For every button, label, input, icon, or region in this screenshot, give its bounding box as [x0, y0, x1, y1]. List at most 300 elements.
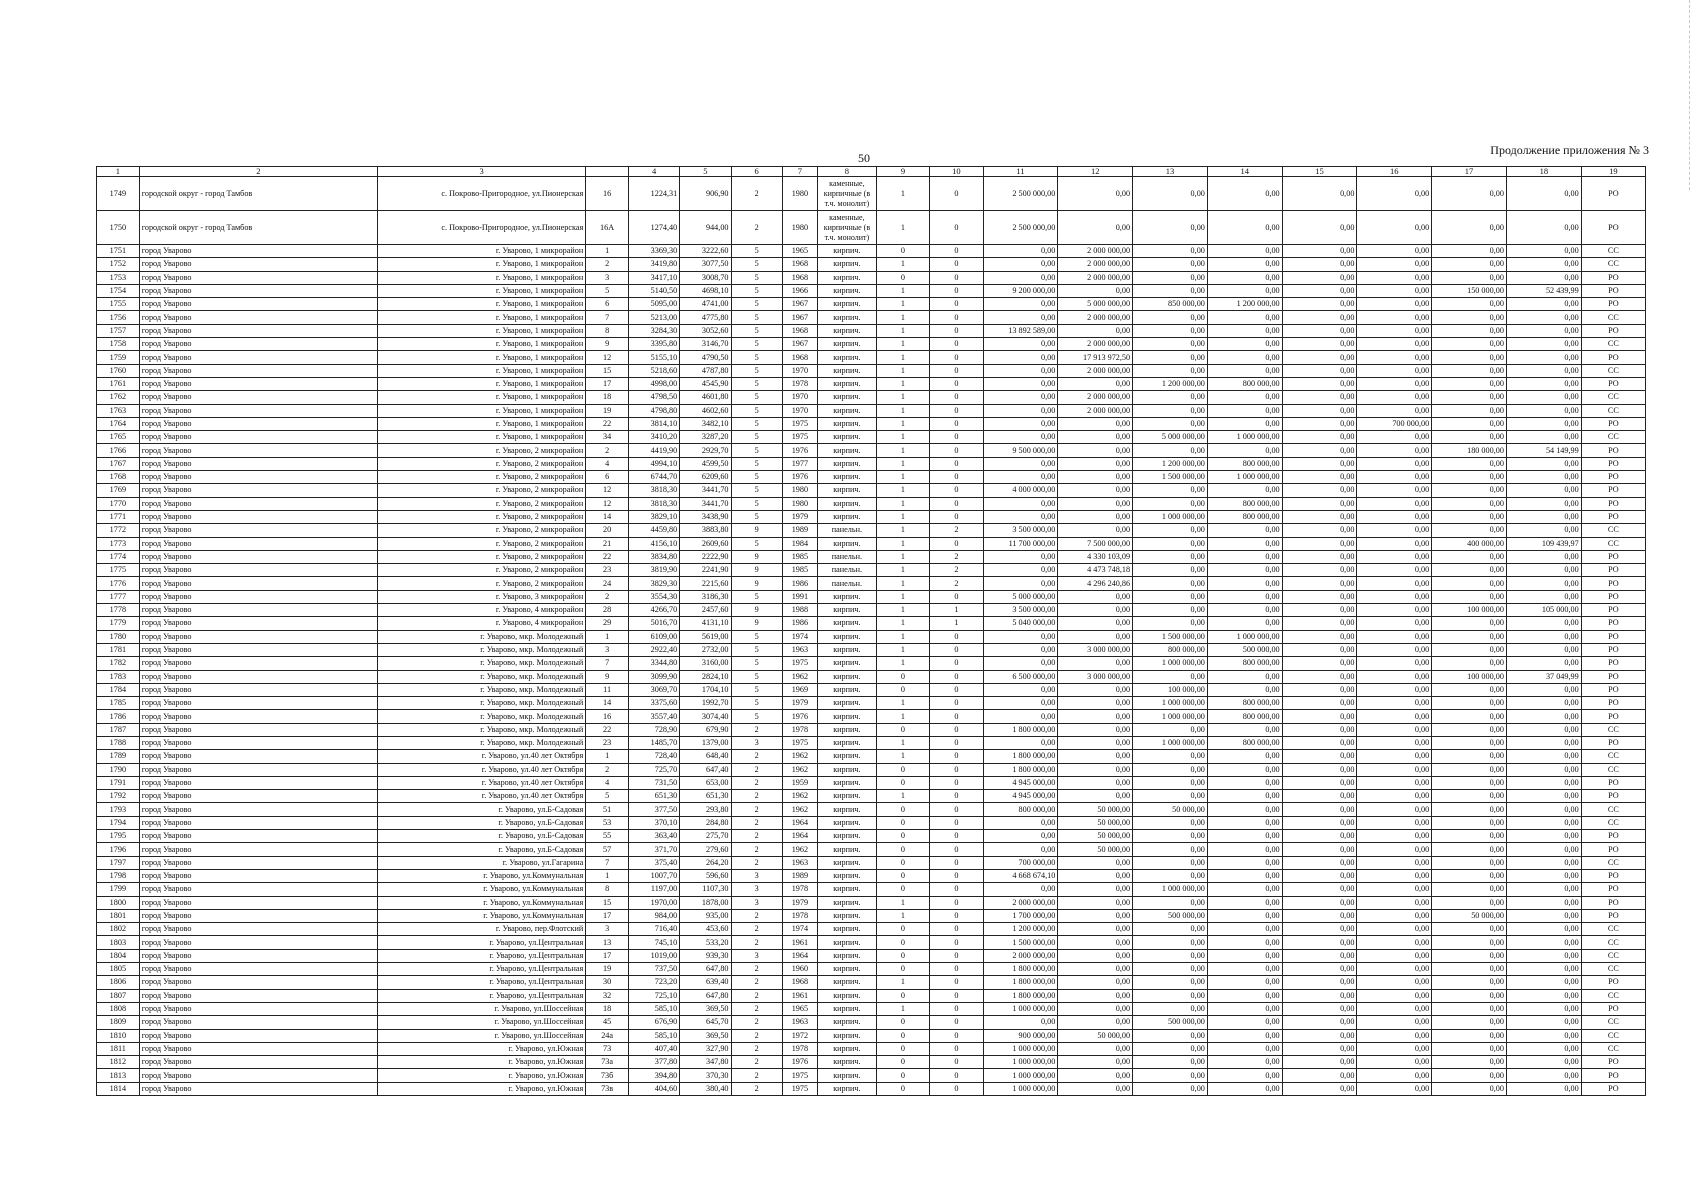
- table-cell: 57: [586, 843, 629, 856]
- table-cell: 0,00: [1282, 683, 1357, 696]
- table-cell: г. Уварово, ул.40 лет Октября: [377, 776, 585, 789]
- table-cell: 1776: [97, 577, 140, 590]
- table-cell: город Уварово: [139, 1069, 377, 1082]
- table-cell: 0,00: [1133, 245, 1208, 258]
- table-cell: 0,00: [1133, 896, 1208, 909]
- column-number: 15: [1282, 167, 1357, 177]
- table-cell: 0,00: [1506, 1069, 1581, 1082]
- table-cell: 1: [876, 524, 929, 537]
- table-cell: 1 500 000,00: [1133, 471, 1208, 484]
- table-cell: 0,00: [1432, 883, 1507, 896]
- table-cell: 0,00: [1207, 949, 1282, 962]
- table-cell: 0,00: [1207, 1029, 1282, 1042]
- table-cell: 4775,80: [680, 311, 731, 324]
- table-cell: 1770: [97, 497, 140, 510]
- table-cell: г. Уварово, 1 микрорайон: [377, 298, 585, 311]
- table-cell: 0,00: [1432, 471, 1507, 484]
- table-cell: 0,00: [983, 736, 1058, 749]
- table-cell: 0,00: [1207, 976, 1282, 989]
- table-cell: 0,00: [1506, 471, 1581, 484]
- table-row: [97, 976, 1646, 989]
- table-cell: 5619,00: [680, 630, 731, 643]
- table-cell: г. Уварово, ул.Коммунальная: [377, 883, 585, 896]
- table-cell: город Уварово: [139, 524, 377, 537]
- table-cell: 0: [930, 856, 983, 869]
- table-cell: 0,00: [1133, 1069, 1208, 1082]
- table-cell: 0,00: [1282, 697, 1357, 710]
- table-cell: 407,40: [628, 1042, 679, 1055]
- table-cell: город Уварово: [139, 577, 377, 590]
- table-cell: 0,00: [1207, 883, 1282, 896]
- table-cell: 1764: [97, 417, 140, 430]
- table-cell: 0,00: [983, 311, 1058, 324]
- table-cell: 1: [876, 471, 929, 484]
- table-cell: 1 200 000,00: [1133, 377, 1208, 390]
- table-cell: 0,00: [1133, 776, 1208, 789]
- table-cell: город Уварово: [139, 404, 377, 417]
- table-cell: 1 000 000,00: [1133, 736, 1208, 749]
- table-cell: кирпич.: [818, 497, 877, 510]
- table-cell: 0,00: [1432, 351, 1507, 364]
- table-cell: 0,00: [1058, 923, 1133, 936]
- column-number: 17: [1432, 167, 1507, 177]
- table-cell: 0,00: [1133, 989, 1208, 1002]
- table-cell: 3284,30: [628, 324, 679, 337]
- column-number: 13: [1133, 167, 1208, 177]
- table-cell: кирпич.: [818, 298, 877, 311]
- table-cell: 0,00: [1282, 989, 1357, 1002]
- table-row: [97, 457, 1646, 470]
- table-cell: 23: [586, 564, 629, 577]
- table-cell: 1978: [782, 1042, 817, 1055]
- table-cell: 800 000,00: [1133, 643, 1208, 656]
- table-cell: 2: [731, 1056, 782, 1069]
- table-cell: 1975: [782, 657, 817, 670]
- table-cell: 0,00: [1207, 816, 1282, 829]
- table-cell: СС: [1581, 311, 1645, 324]
- table-cell: 0: [930, 736, 983, 749]
- table-cell: 1878,00: [680, 896, 731, 909]
- table-cell: 1962: [782, 843, 817, 856]
- table-cell: кирпич.: [818, 896, 877, 909]
- table-cell: 1: [876, 550, 929, 563]
- table-cell: 0,00: [1058, 976, 1133, 989]
- table-cell: 2 000 000,00: [983, 896, 1058, 909]
- table-cell: 0,00: [1432, 643, 1507, 656]
- table-cell: 1804: [97, 949, 140, 962]
- table-cell: город Уварово: [139, 976, 377, 989]
- table-row: [97, 311, 1646, 324]
- table-cell: РО: [1581, 710, 1645, 723]
- table-cell: 264,20: [680, 856, 731, 869]
- table-cell: РО: [1581, 484, 1645, 497]
- table-cell: 500 000,00: [1133, 909, 1208, 922]
- column-number: 11: [983, 167, 1058, 177]
- table-cell: 0,00: [1133, 284, 1208, 297]
- table-cell: 4698,10: [680, 284, 731, 297]
- table-cell: 0,00: [1357, 550, 1432, 563]
- table-cell: РО: [1581, 497, 1645, 510]
- table-cell: 0,00: [1432, 457, 1507, 470]
- table-cell: 1: [876, 736, 929, 749]
- table-cell: 0,00: [1357, 258, 1432, 271]
- table-cell: 0,00: [1207, 1016, 1282, 1029]
- table-cell: г. Уварово, 2 микрорайон: [377, 471, 585, 484]
- table-cell: 370,30: [680, 1069, 731, 1082]
- table-cell: 0,00: [1432, 417, 1507, 430]
- table-row: [97, 577, 1646, 590]
- table-cell: 1814: [97, 1082, 140, 1095]
- table-cell: СС: [1581, 245, 1645, 258]
- table-cell: 4994,10: [628, 457, 679, 470]
- table-cell: 0,00: [1207, 896, 1282, 909]
- table-cell: 0,00: [1282, 1042, 1357, 1055]
- table-cell: 109 439,97: [1506, 537, 1581, 550]
- table-cell: СС: [1581, 1042, 1645, 1055]
- table-cell: 4419,90: [628, 444, 679, 457]
- table-cell: 0,00: [1207, 670, 1282, 683]
- table-cell: 0: [930, 683, 983, 696]
- table-cell: 0,00: [983, 431, 1058, 444]
- table-cell: 0,00: [1357, 444, 1432, 457]
- table-cell: 679,90: [680, 723, 731, 736]
- table-cell: 0,00: [1282, 457, 1357, 470]
- table-cell: 50 000,00: [1058, 803, 1133, 816]
- table-cell: 0,00: [1432, 1029, 1507, 1042]
- table-cell: 2: [930, 564, 983, 577]
- table-cell: 0,00: [1207, 923, 1282, 936]
- table-cell: 5095,00: [628, 298, 679, 311]
- table-cell: 0,00: [1282, 431, 1357, 444]
- table-cell: 0,00: [1357, 843, 1432, 856]
- table-cell: 0,00: [1432, 697, 1507, 710]
- table-cell: 2609,60: [680, 537, 731, 550]
- table-cell: г. Уварово, 1 микрорайон: [377, 391, 585, 404]
- table-row: [97, 670, 1646, 683]
- table-cell: 1964: [782, 816, 817, 829]
- table-cell: город Уварово: [139, 617, 377, 630]
- table-cell: СС: [1581, 723, 1645, 736]
- table-cell: 3829,10: [628, 510, 679, 523]
- table-cell: 1963: [782, 1016, 817, 1029]
- table-cell: 0,00: [983, 843, 1058, 856]
- table-cell: 8: [586, 324, 629, 337]
- table-row: [97, 697, 1646, 710]
- table-row: [97, 364, 1646, 377]
- table-cell: г. Уварово, ул.Шоссейная: [377, 1002, 585, 1015]
- table-cell: 0,00: [1058, 790, 1133, 803]
- table-cell: 3441,70: [680, 484, 731, 497]
- table-cell: РО: [1581, 657, 1645, 670]
- table-row: [97, 856, 1646, 869]
- table-cell: 0,00: [1058, 936, 1133, 949]
- table-cell: 0,00: [1432, 869, 1507, 882]
- table-cell: 1980: [782, 497, 817, 510]
- table-cell: 0,00: [1282, 404, 1357, 417]
- table-cell: 5: [731, 391, 782, 404]
- table-cell: 0,00: [1282, 417, 1357, 430]
- table-cell: 0,00: [1506, 1016, 1581, 1029]
- table-cell: 327,90: [680, 1042, 731, 1055]
- table-cell: 0,00: [1282, 869, 1357, 882]
- table-cell: 5 040 000,00: [983, 617, 1058, 630]
- table-cell: СС: [1581, 803, 1645, 816]
- table-cell: 24: [586, 577, 629, 590]
- table-cell: 3077,50: [680, 258, 731, 271]
- table-cell: 1809: [97, 1016, 140, 1029]
- table-cell: СС: [1581, 391, 1645, 404]
- table-cell: город Уварово: [139, 710, 377, 723]
- table-cell: 0,00: [1357, 723, 1432, 736]
- table-cell: 0,00: [1357, 564, 1432, 577]
- table-cell: 2: [586, 258, 629, 271]
- table-cell: 9: [731, 604, 782, 617]
- table-cell: 1773: [97, 537, 140, 550]
- table-row: [97, 1042, 1646, 1055]
- table-cell: РО: [1581, 790, 1645, 803]
- table-cell: 1750: [97, 211, 140, 245]
- table-cell: 5: [731, 324, 782, 337]
- table-cell: 0,00: [1282, 338, 1357, 351]
- table-cell: 1: [876, 311, 929, 324]
- table-cell: 54 149,99: [1506, 444, 1581, 457]
- table-cell: 0,00: [1432, 258, 1507, 271]
- table-row: [97, 936, 1646, 949]
- table-cell: 1768: [97, 471, 140, 484]
- table-cell: 0,00: [1357, 431, 1432, 444]
- table-cell: 1752: [97, 258, 140, 271]
- table-row: [97, 723, 1646, 736]
- table-cell: 100 000,00: [1432, 604, 1507, 617]
- table-cell: 0,00: [1506, 763, 1581, 776]
- table-cell: 0,00: [1058, 723, 1133, 736]
- table-cell: 3: [731, 896, 782, 909]
- table-cell: 0,00: [1432, 896, 1507, 909]
- table-cell: 1801: [97, 909, 140, 922]
- table-cell: 0,00: [1506, 550, 1581, 563]
- table-cell: 0,00: [1506, 790, 1581, 803]
- table-cell: СС: [1581, 364, 1645, 377]
- table-cell: город Уварово: [139, 537, 377, 550]
- table-row: [97, 391, 1646, 404]
- table-cell: городской округ - город Тамбов: [139, 177, 377, 211]
- table-cell: 0,00: [1506, 1029, 1581, 1042]
- table-cell: город Уварово: [139, 830, 377, 843]
- table-cell: 0,00: [1282, 271, 1357, 284]
- table-cell: 17: [586, 909, 629, 922]
- table-cell: СС: [1581, 763, 1645, 776]
- table-cell: 1753: [97, 271, 140, 284]
- table-cell: 3375,60: [628, 697, 679, 710]
- table-cell: 0,00: [1432, 776, 1507, 789]
- table-cell: 3829,30: [628, 577, 679, 590]
- table-cell: 800 000,00: [1207, 497, 1282, 510]
- table-cell: 1984: [782, 537, 817, 550]
- table-cell: 1969: [782, 683, 817, 696]
- table-cell: город Уварово: [139, 298, 377, 311]
- table-cell: 2215,60: [680, 577, 731, 590]
- table-cell: 0,00: [1506, 883, 1581, 896]
- table-cell: г. Уварово, ул.Шоссейная: [377, 1029, 585, 1042]
- table-cell: РО: [1581, 896, 1645, 909]
- table-cell: 723,20: [628, 976, 679, 989]
- table-cell: 1: [876, 444, 929, 457]
- table-cell: 0,00: [1432, 1042, 1507, 1055]
- table-cell: 0,00: [1432, 617, 1507, 630]
- table-cell: 1: [876, 258, 929, 271]
- table-cell: 0: [930, 710, 983, 723]
- table-cell: г. Уварово, ул.Южная: [377, 1082, 585, 1095]
- table-cell: 0,00: [1282, 1056, 1357, 1069]
- table-cell: РО: [1581, 177, 1645, 211]
- table-row: [97, 298, 1646, 311]
- table-cell: 5: [731, 351, 782, 364]
- table-cell: 0,00: [1282, 936, 1357, 949]
- table-cell: 0,00: [1357, 311, 1432, 324]
- table-cell: 0,00: [983, 550, 1058, 563]
- table-row: [97, 524, 1646, 537]
- table-cell: 0,00: [1207, 1069, 1282, 1082]
- table-cell: город Уварово: [139, 816, 377, 829]
- table-row: [97, 604, 1646, 617]
- table-row: [97, 657, 1646, 670]
- table-cell: 0,00: [1058, 949, 1133, 962]
- table-cell: 0,00: [1133, 177, 1208, 211]
- table-cell: 0,00: [1357, 211, 1432, 245]
- table-cell: 0: [876, 683, 929, 696]
- table-cell: кирпич.: [818, 1069, 877, 1082]
- table-cell: 1775: [97, 564, 140, 577]
- table-row: [97, 211, 1646, 245]
- table-cell: 1: [876, 298, 929, 311]
- table-cell: 11 700 000,00: [983, 537, 1058, 550]
- table-cell: 5: [731, 457, 782, 470]
- table-cell: 0,00: [1432, 843, 1507, 856]
- table-cell: 1979: [782, 510, 817, 523]
- table-cell: г. Уварово, мкр. Молодежный: [377, 683, 585, 696]
- table-cell: 2: [731, 790, 782, 803]
- table-cell: 648,40: [680, 750, 731, 763]
- table-cell: 0,00: [1357, 377, 1432, 390]
- table-cell: 0: [876, 883, 929, 896]
- table-row: [97, 790, 1646, 803]
- table-cell: 0: [930, 923, 983, 936]
- table-cell: 2: [731, 936, 782, 949]
- table-cell: 0,00: [1357, 1029, 1432, 1042]
- table-cell: 1796: [97, 843, 140, 856]
- table-cell: 1985: [782, 550, 817, 563]
- table-cell: 0,00: [1207, 683, 1282, 696]
- table-cell: 0,00: [1282, 524, 1357, 537]
- table-cell: 1784: [97, 683, 140, 696]
- table-cell: 0,00: [1207, 790, 1282, 803]
- table-cell: г. Уварово, 4 микрорайон: [377, 604, 585, 617]
- table-cell: 0,00: [1282, 657, 1357, 670]
- table-cell: город Уварово: [139, 856, 377, 869]
- table-cell: 0,00: [1207, 1056, 1282, 1069]
- table-cell: 0,00: [1058, 989, 1133, 1002]
- table-cell: 0,00: [983, 404, 1058, 417]
- table-cell: 0,00: [1058, 750, 1133, 763]
- table-row: [97, 909, 1646, 922]
- table-cell: 1: [876, 710, 929, 723]
- table-cell: 0,00: [1432, 816, 1507, 829]
- table-cell: 4601,80: [680, 391, 731, 404]
- table-cell: 4545,90: [680, 377, 731, 390]
- table-cell: г. Уварово, ул.40 лет Октября: [377, 763, 585, 776]
- table-cell: кирпич.: [818, 377, 877, 390]
- table-cell: 0: [876, 245, 929, 258]
- table-cell: 0: [876, 1042, 929, 1055]
- table-cell: 0,00: [1432, 683, 1507, 696]
- table-cell: город Уварово: [139, 697, 377, 710]
- table-cell: 1274,40: [628, 211, 679, 245]
- table-cell: 0,00: [1357, 803, 1432, 816]
- table-cell: 1808: [97, 1002, 140, 1015]
- table-cell: РО: [1581, 577, 1645, 590]
- table-cell: 645,70: [680, 1016, 731, 1029]
- table-cell: 1: [876, 657, 929, 670]
- table-cell: 2: [731, 976, 782, 989]
- table-cell: 0,00: [1432, 1056, 1507, 1069]
- table-cell: 0,00: [1506, 590, 1581, 603]
- table-cell: 1989: [782, 869, 817, 882]
- table-cell: г. Уварово, пер.Флотский: [377, 923, 585, 936]
- table-cell: 1 000 000,00: [983, 1002, 1058, 1015]
- table-cell: 0,00: [1357, 697, 1432, 710]
- table-cell: 2: [586, 590, 629, 603]
- table-cell: 0,00: [1506, 510, 1581, 523]
- table-row: [97, 750, 1646, 763]
- table-cell: РО: [1581, 324, 1645, 337]
- table-row: [97, 537, 1646, 550]
- table-cell: 1992,70: [680, 697, 731, 710]
- table-cell: 5: [731, 643, 782, 656]
- table-row: [97, 444, 1646, 457]
- table-cell: 0,00: [983, 471, 1058, 484]
- table-cell: 5: [731, 510, 782, 523]
- table-cell: город Уварово: [139, 245, 377, 258]
- table-cell: 0: [930, 763, 983, 776]
- table-row: [97, 710, 1646, 723]
- table-cell: 0: [930, 1082, 983, 1095]
- table-cell: 404,60: [628, 1082, 679, 1095]
- table-cell: 17: [586, 949, 629, 962]
- table-cell: 0,00: [1357, 391, 1432, 404]
- table-cell: 1: [876, 404, 929, 417]
- table-cell: 0,00: [1506, 936, 1581, 949]
- table-cell: 1224,31: [628, 177, 679, 211]
- table-cell: 1756: [97, 311, 140, 324]
- table-cell: 647,40: [680, 763, 731, 776]
- table-cell: 9: [731, 577, 782, 590]
- table-cell: 0,00: [1058, 710, 1133, 723]
- table-cell: 0,00: [1506, 976, 1581, 989]
- table-cell: город Уварово: [139, 989, 377, 1002]
- table-cell: кирпич.: [818, 351, 877, 364]
- table-cell: 0,00: [983, 377, 1058, 390]
- table-cell: 3099,90: [628, 670, 679, 683]
- table-cell: 5: [731, 298, 782, 311]
- table-cell: РО: [1581, 643, 1645, 656]
- page-number: 50: [858, 151, 870, 165]
- table-cell: 0,00: [1506, 457, 1581, 470]
- table-cell: 5213,00: [628, 311, 679, 324]
- table-cell: 1785: [97, 697, 140, 710]
- table-cell: 0,00: [1282, 976, 1357, 989]
- table-cell: 0: [930, 404, 983, 417]
- table-cell: 0,00: [1282, 963, 1357, 976]
